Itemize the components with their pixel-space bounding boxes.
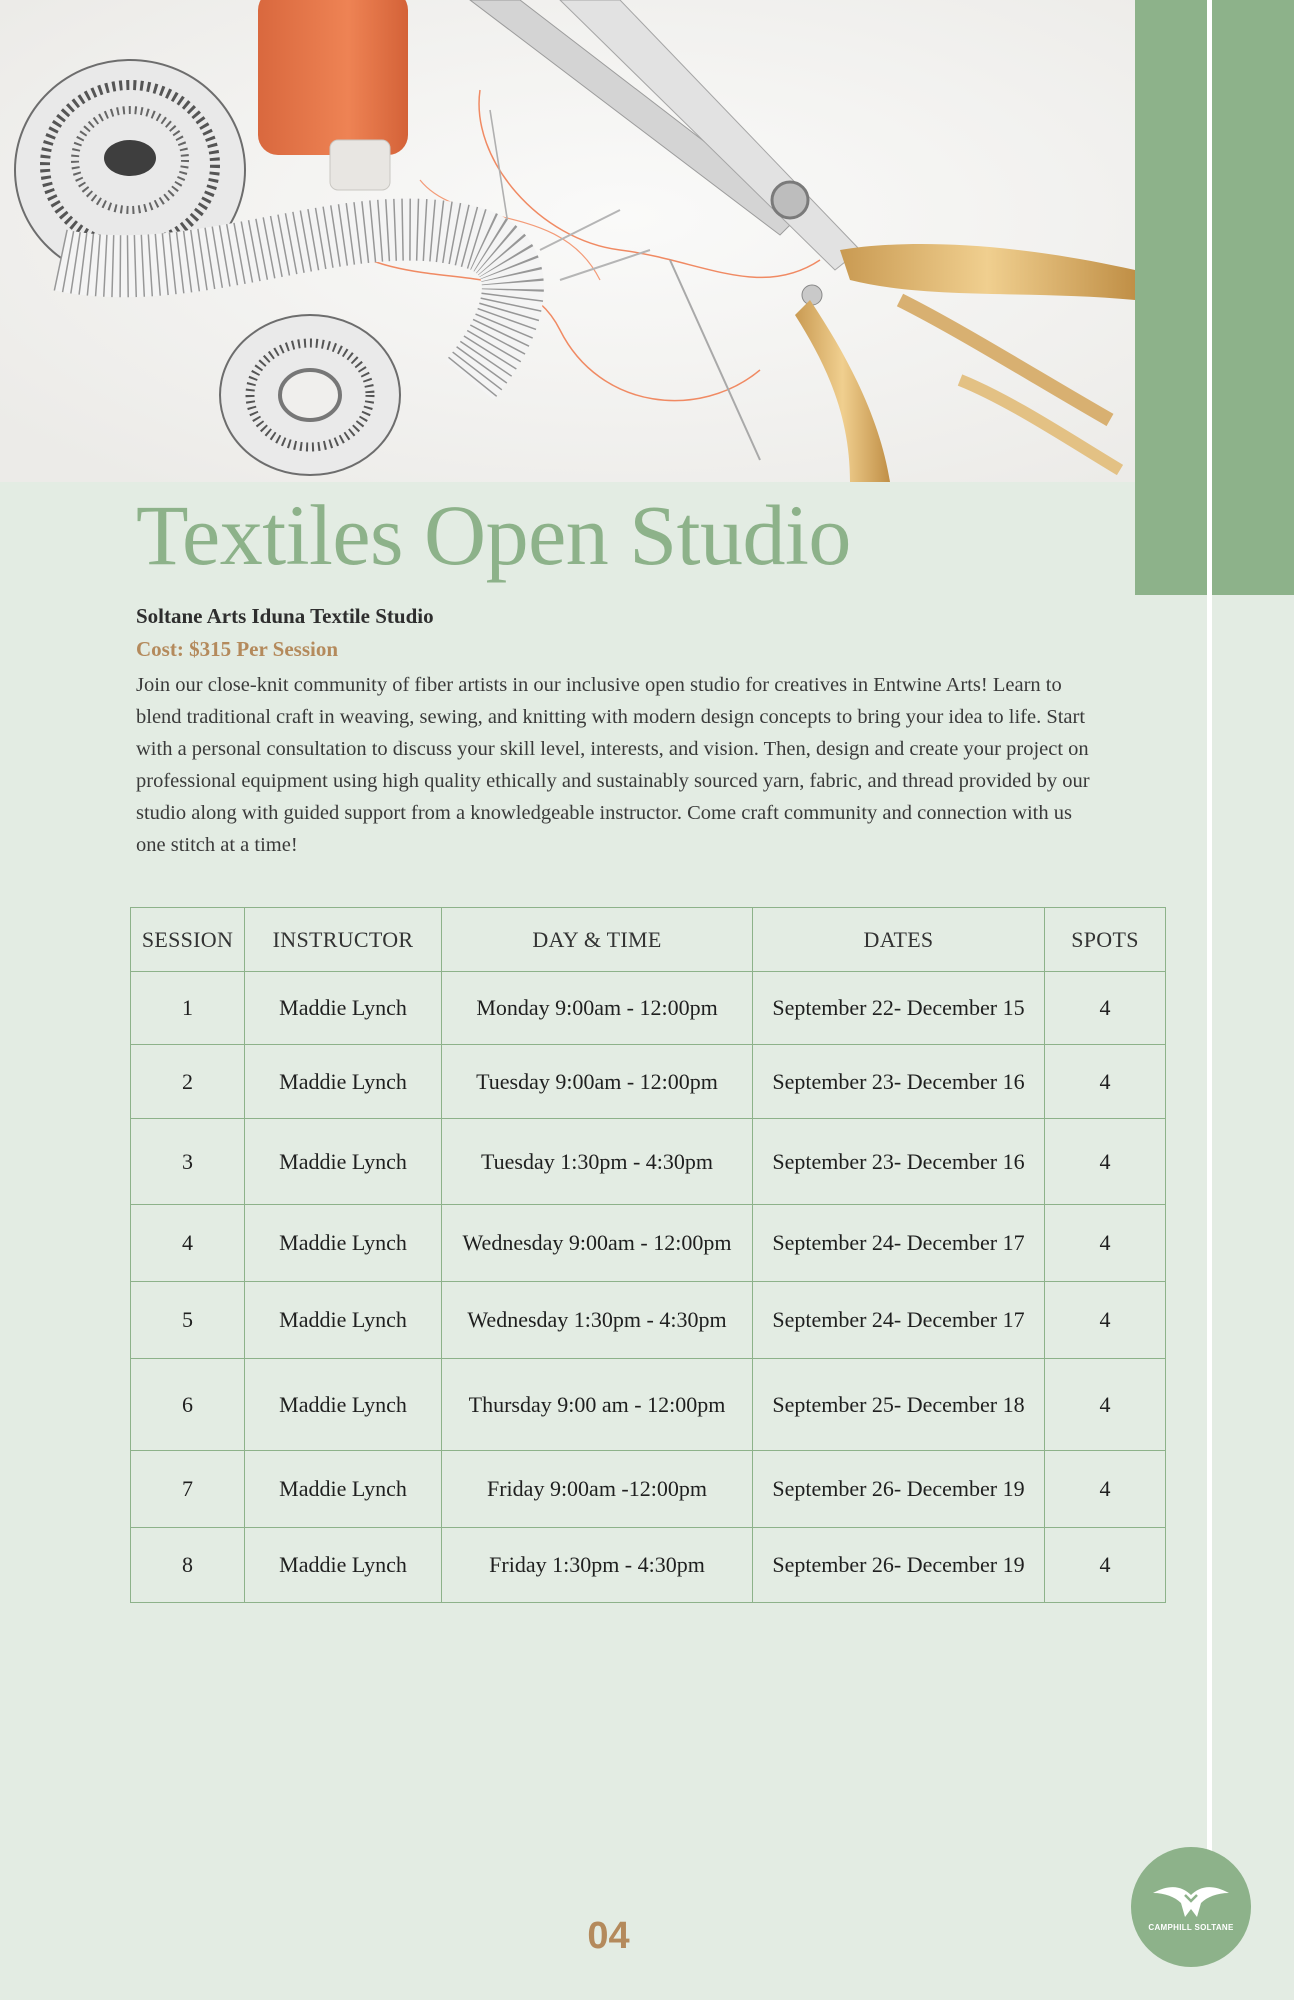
studio-name: Soltane Arts Iduna Textile Studio bbox=[136, 604, 434, 628]
session-cell: 6 bbox=[131, 1359, 245, 1451]
dates-cell: September 26- December 19 bbox=[753, 1528, 1045, 1603]
spots-cell: 4 bbox=[1045, 1359, 1166, 1451]
session-cell: 7 bbox=[131, 1451, 245, 1528]
dates-cell: September 24- December 17 bbox=[753, 1282, 1045, 1359]
bird-icon bbox=[1131, 1847, 1251, 1967]
spots-cell: 4 bbox=[1045, 1282, 1166, 1359]
instructor-cell: Maddie Lynch bbox=[245, 1119, 442, 1205]
spots-cell: 4 bbox=[1045, 1205, 1166, 1282]
day-time-cell: Tuesday 9:00am - 12:00pm bbox=[442, 1045, 753, 1119]
header-session: SESSION bbox=[131, 908, 245, 972]
session-cell: 3 bbox=[131, 1119, 245, 1205]
camphill-soltane-logo bbox=[1131, 1847, 1251, 1967]
table-row bbox=[131, 972, 1166, 1045]
header-day-time: DAY & TIME bbox=[442, 908, 753, 972]
instructor-cell: Maddie Lynch bbox=[245, 1359, 442, 1451]
spots-cell: 4 bbox=[1045, 972, 1166, 1045]
header-dates: DATES bbox=[753, 908, 1045, 972]
session-cell: 2 bbox=[131, 1045, 245, 1119]
instructor-cell: Maddie Lynch bbox=[245, 1205, 442, 1282]
instructor-cell: Maddie Lynch bbox=[245, 972, 442, 1045]
day-time-cell: Friday 1:30pm - 4:30pm bbox=[442, 1528, 753, 1603]
table-row bbox=[131, 1451, 1166, 1528]
table-row bbox=[131, 1205, 1166, 1282]
description: Join our close-knit community of fiber artists in our inclusive open studio for creatives in Entwine Arts! Learn to blend traditional craft in weaving, sewing, and knitting with modern design concepts to bring your idea to life. Start with a personal consultation to discuss your skill level, interests, and vision. Then, design and create your project on professional equipment using high quality ethically and sustainably sourced yarn, fabric, and thread provided by our studio along with guided support from a knowledgeable instructor. Come craft community and connection with us one stitch at a time! bbox=[136, 674, 1090, 856]
table-row bbox=[131, 1282, 1166, 1359]
session-table bbox=[130, 907, 1166, 1603]
page-number: 04 bbox=[587, 1915, 630, 1957]
table-row bbox=[131, 1119, 1166, 1205]
hero-photo bbox=[0, 0, 1135, 482]
decorative-vertical-line bbox=[1207, 0, 1212, 1905]
dates-cell: September 23- December 16 bbox=[753, 1045, 1045, 1119]
day-time-cell: Monday 9:00am - 12:00pm bbox=[442, 972, 753, 1045]
header-instructor: INSTRUCTOR bbox=[245, 908, 442, 972]
spots-cell: 4 bbox=[1045, 1451, 1166, 1528]
cost-label: Cost: $315 Per Session bbox=[136, 637, 339, 661]
session-cell: 5 bbox=[131, 1282, 245, 1359]
sewing-supplies-image bbox=[0, 0, 1135, 482]
table-row bbox=[131, 1045, 1166, 1119]
session-cell: 4 bbox=[131, 1205, 245, 1282]
session-cell: 8 bbox=[131, 1528, 245, 1603]
day-time-cell: Tuesday 1:30pm - 4:30pm bbox=[442, 1119, 753, 1205]
header-spots: SPOTS bbox=[1045, 908, 1166, 972]
spots-cell: 4 bbox=[1045, 1119, 1166, 1205]
instructor-cell: Maddie Lynch bbox=[245, 1528, 442, 1603]
day-time-cell: Wednesday 1:30pm - 4:30pm bbox=[442, 1282, 753, 1359]
day-time-cell: Friday 9:00am -12:00pm bbox=[442, 1451, 753, 1528]
day-time-cell: Wednesday 9:00am - 12:00pm bbox=[442, 1205, 753, 1282]
spots-cell: 4 bbox=[1045, 1045, 1166, 1119]
session-cell: 1 bbox=[131, 972, 245, 1045]
decorative-bar-left bbox=[1135, 0, 1207, 595]
instructor-cell: Maddie Lynch bbox=[245, 1282, 442, 1359]
decorative-bar-right bbox=[1212, 0, 1294, 595]
page-title: Textiles Open Studio bbox=[136, 487, 851, 583]
table-header-row bbox=[131, 908, 1166, 972]
instructor-cell: Maddie Lynch bbox=[245, 1451, 442, 1528]
dates-cell: September 26- December 19 bbox=[753, 1451, 1045, 1528]
table-row bbox=[131, 1528, 1166, 1603]
dates-cell: September 23- December 16 bbox=[753, 1119, 1045, 1205]
dates-cell: September 22- December 15 bbox=[753, 972, 1045, 1045]
logo-text: CAMPHILL SOLTANE bbox=[1148, 1923, 1234, 1932]
table-row bbox=[131, 1359, 1166, 1451]
instructor-cell: Maddie Lynch bbox=[245, 1045, 442, 1119]
dates-cell: September 24- December 17 bbox=[753, 1205, 1045, 1282]
spots-cell: 4 bbox=[1045, 1528, 1166, 1603]
day-time-cell: Thursday 9:00 am - 12:00pm bbox=[442, 1359, 753, 1451]
dates-cell: September 25- December 18 bbox=[753, 1359, 1045, 1451]
